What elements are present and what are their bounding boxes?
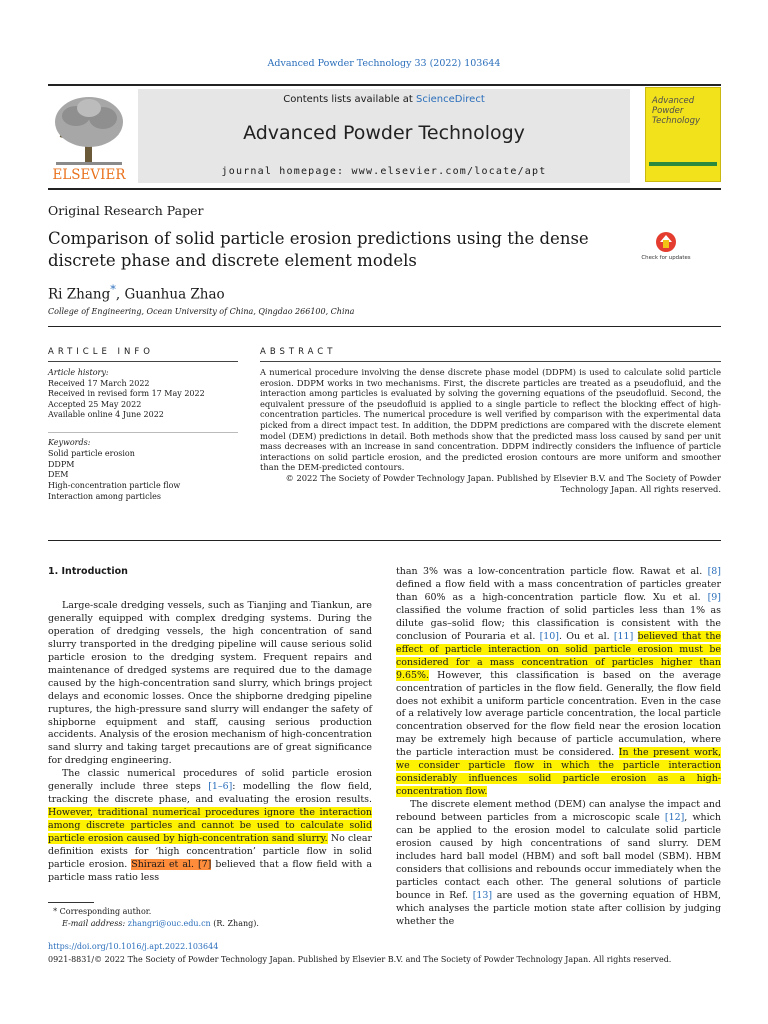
text-run: The classic numerical procedures of solid particle erosion generally include three steps bbox=[48, 768, 372, 793]
keyword-item: High-concentration particle flow bbox=[48, 481, 181, 491]
paragraph: Large-scale dredging vessels, such as Tianjing and Tiankun, are generally equipped with complex dredging systems. During the operation of dredging vessels, the high concentration of sand slurry transported in the dredging pipeline will cause serious solid particle erosion to the dredging system. Frequent repairs and maintenance of dredged systems are required due to the damage caused by the high-concentration sand slurry, which brings project delays and economic losses. Once the shipborne dredging pipeline ruptures, the high-pressure sand slurry will endanger the safety of shipborne equipment and staff, causing serious production accidents. Analysis of the erosion mechanism of high-concentration sand slurry and taking target precautions are of great significance for dredging engineering. bbox=[48, 599, 372, 767]
text-run: classified the volume fraction of solid particles less than 1% as dilute gas–solid flow; this classification is consistent with the conclusion of Pouraria et al. bbox=[396, 604, 721, 642]
authors bbox=[48, 283, 225, 303]
section-heading: 1. Introduction bbox=[48, 566, 128, 577]
header-bottom-rule bbox=[48, 188, 721, 190]
citation-link[interactable]: [11] bbox=[613, 630, 634, 642]
footnote bbox=[48, 906, 378, 930]
text-run: than 3% was a low-concentration particle flow. Rawat et al. bbox=[396, 566, 708, 577]
abstract-bottom-rule bbox=[48, 540, 721, 541]
history-item: Received 17 March 2022 bbox=[48, 378, 150, 388]
keyword-item: Solid particle erosion bbox=[48, 448, 135, 458]
text-run: : modelling the flow field, tracking the discrete phase, and evaluating the erosion results. bbox=[48, 781, 372, 806]
history-item: Received in revised form 17 May 2022 bbox=[48, 389, 205, 399]
text-run: No clear definition exists for ‘high concentration’ particle flow in solid particle erosion. bbox=[48, 833, 373, 871]
author-separator: , bbox=[115, 286, 125, 303]
header-top-rule bbox=[48, 84, 721, 86]
footnote-email-line bbox=[48, 918, 378, 930]
journal-title: Advanced Powder Technology bbox=[243, 122, 525, 144]
body-column-right bbox=[396, 566, 721, 929]
footnote-mark: * bbox=[53, 907, 58, 916]
history-item: Accepted 25 May 2022 bbox=[48, 399, 142, 409]
journal-cover[interactable] bbox=[645, 87, 721, 182]
check-updates-icon bbox=[641, 230, 691, 268]
check-updates-label: Check for updates bbox=[641, 255, 691, 261]
paragraph bbox=[396, 799, 721, 929]
article-info-heading: ARTICLE INFO bbox=[48, 347, 154, 357]
text-run: defined a flow field with a mass concentration of particles greater than 60% as a high-concentration particle flow. Xu et al. bbox=[396, 578, 721, 603]
article-title: Comparison of solid particle erosion predictions using the dense discrete phase and discrete element models bbox=[48, 229, 589, 270]
highlighted-text: believed that the effect of particle interaction on solid particle erosion must be considered for a mass concentration of particles higher than 9.65%. bbox=[396, 630, 721, 681]
sciencedirect-link[interactable]: ScienceDirect bbox=[416, 94, 485, 105]
article-info-rule bbox=[48, 361, 238, 362]
cover-stripe bbox=[649, 162, 717, 166]
citation-link[interactable]: [10] bbox=[539, 630, 559, 642]
article-history bbox=[48, 368, 238, 421]
doi-link[interactable]: https://doi.org/10.1016/j.apt.2022.103644 bbox=[48, 942, 219, 951]
text-run: . Ou et al. bbox=[558, 630, 614, 642]
corresponding-mark[interactable]: * bbox=[110, 283, 116, 296]
abstract-copyright: © 2022 The Society of Powder Technology Japan. Published by Elsevier B.V. and The Society of Powder Technology Japan. All rights reserved. bbox=[285, 472, 721, 494]
keywords bbox=[48, 438, 238, 503]
author-1[interactable]: Ri Zhang bbox=[48, 286, 111, 303]
check-for-updates-badge[interactable] bbox=[641, 230, 691, 268]
affiliation: College of Engineering, Ocean University of China, Qingdao 266100, China bbox=[48, 307, 355, 316]
author-2[interactable]: Guanhua Zhao bbox=[124, 286, 225, 303]
abstract bbox=[260, 367, 721, 494]
paragraph bbox=[396, 566, 721, 799]
keyword-item: DEM bbox=[48, 470, 69, 480]
citation-link[interactable]: [12] bbox=[664, 812, 685, 824]
elsevier-wordmark: ELSEVIER bbox=[52, 167, 126, 183]
article-type: Original Research Paper bbox=[48, 203, 204, 218]
email-suffix: (R. Zhang). bbox=[210, 919, 259, 928]
keyword-item: Interaction among particles bbox=[48, 491, 161, 501]
abstract-text: A numerical procedure involving the dense discrete phase model (DDPM) is used to calculate solid particle erosion. DDPM works in two mechanisms. First, the discrete particles are treated as a pseudofluid, and the interaction among particles is evaluated by solving the governing equations of the pseudofluid. Second, the equivalent pressure of the pseudofluid is applied to a single particle to reflect the blocking effect of high-concentration particles. The numerical procedure is well verified by comparison with the experimental data picked from a direct impact test. In addition, the DDPM predictions are compared with the discrete element model (DEM) predictions in detail. Both methods show that the predicted mass loss caused by sand per unit mass decreases with an increase in sand concentration. DDPM indirectly considers the influence of particle interactions on solid particle erosion, and the predicted erosion contours are more uniform and smoother than the DEM-predicted contours. bbox=[260, 367, 721, 473]
contents-available bbox=[138, 94, 630, 105]
text-run: believed that a flow field with a particle mass ratio less bbox=[48, 859, 372, 883]
citation-link[interactable]: [8] bbox=[707, 566, 721, 577]
highlighted-citation[interactable]: Shirazi et al. [7] bbox=[131, 859, 212, 871]
contents-prefix: Contents lists available at bbox=[283, 94, 417, 105]
cover-title: Advanced Powder Technology bbox=[652, 96, 701, 126]
text-run: are used as the governing equation of HBM, which analyses the particle motion state after collision by judging whether the bbox=[396, 889, 721, 927]
footnote-text: Corresponding author. bbox=[57, 907, 152, 916]
text-run: However, this classification is based on the average concentration of particles in the flow field. Generally, the flow field does not exhibit a uniform particle concentration. Even in the case of a relatively low average particle concentration, the local particle concentration observed for the flow field near the erosion location may be extremely high because of particle accumulation, where the particle interaction must be considered. bbox=[396, 669, 721, 759]
journal-homepage[interactable]: journal homepage: www.elsevier.com/locate/apt bbox=[221, 166, 547, 177]
elsevier-tree-icon bbox=[48, 92, 130, 182]
email-label: E-mail address: bbox=[62, 919, 128, 928]
highlighted-text: In the present work, we consider particle flow in which the particle interaction considerably influences solid particle erosion as a high-concentration flow. bbox=[396, 747, 721, 798]
abstract-heading: ABSTRACT bbox=[260, 347, 337, 357]
email-link[interactable]: zhangri@ouc.edu.cn bbox=[127, 919, 211, 928]
keywords-label: Keywords: bbox=[48, 438, 91, 447]
footnote-corresponding bbox=[48, 906, 378, 918]
paragraph bbox=[48, 768, 372, 885]
footer-copyright: 0921-8831/© 2022 The Society of Powder Technology Japan. Published by Elsevier B.V. and The Society of Powder Technology Japan. All rights reserved. bbox=[48, 955, 672, 964]
text-run bbox=[633, 631, 637, 642]
citation-link[interactable]: [1–6] bbox=[208, 781, 233, 793]
keywords-rule bbox=[48, 432, 238, 433]
text-run: , which can be applied to the erosion model to calculate solid particle erosion caused by high concentrations of sand slurry. DEM includes hard ball model (HBM) and soft ball model (SBM). HBM considers that collisions and rebounds occur immediately when the particles contact each other. The general solutions of particle bounce in Ref. bbox=[396, 812, 721, 901]
text-run: The discrete element method (DEM) can analyse the impact and rebound between particles from a microscopic scale bbox=[396, 799, 721, 824]
keyword-item: DDPM bbox=[48, 459, 75, 469]
highlighted-text: However, traditional numerical procedures ignore the interaction among discrete particles and cannot be used to calculate solid particle erosion caused by high-concentration sand slurry. bbox=[48, 807, 372, 845]
affiliation-rule bbox=[48, 326, 721, 327]
history-label: Article history: bbox=[48, 368, 109, 377]
body-column-left bbox=[48, 566, 372, 885]
footnote-rule bbox=[48, 902, 94, 903]
history-item: Available online 4 June 2022 bbox=[48, 410, 164, 420]
citation-link[interactable]: [9] bbox=[707, 591, 721, 603]
elsevier-logo bbox=[48, 92, 130, 182]
citation-link[interactable]: [13] bbox=[472, 889, 493, 901]
abstract-rule bbox=[260, 361, 721, 362]
journal-reference-link[interactable]: Advanced Powder Technology 33 (2022) 103644 bbox=[267, 58, 501, 69]
